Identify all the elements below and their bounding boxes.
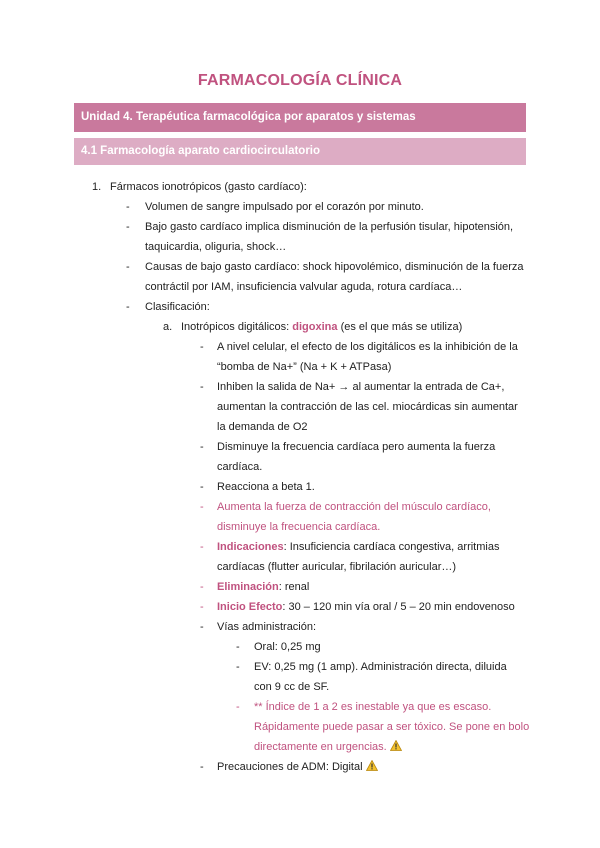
point-text: Vías administración:	[217, 621, 317, 633]
bullet-dash: -	[126, 301, 130, 313]
elimination-label: Eliminación	[217, 581, 279, 593]
bullet-dash: -	[236, 641, 240, 653]
bullet-text: taquicardia, oliguria, shock…	[145, 241, 287, 253]
bullet-dash: -	[126, 261, 130, 273]
unit-heading: Unidad 4. Terapéutica farmacológica por aparatos y sistemas	[74, 103, 526, 132]
bullet-dash: -	[200, 621, 204, 633]
onset-text: : 30 – 120 min vía oral / 5 – 20 min endovenoso	[282, 601, 515, 613]
point-text: aumentan la contracción de las cel. miocárdicas sin aumentar	[217, 401, 518, 413]
elimination-text: : renal	[278, 581, 310, 593]
route-note: ** Índice de 1 a 2 es inestable ya que es escaso.	[254, 701, 492, 713]
bullet-dash: -	[126, 201, 130, 213]
indications-label: Indicaciones	[217, 541, 284, 553]
indications-text: : Insuficiencia cardíaca congestiva, arritmias	[283, 541, 500, 553]
point-text: cardíaca.	[217, 461, 263, 473]
subsection-heading: 4.1 Farmacología aparato cardiocirculatorio	[74, 138, 526, 165]
bullet-dash: -	[200, 481, 204, 493]
point-text	[217, 577, 309, 597]
warning-icon	[390, 741, 402, 753]
route-text: Oral: 0,25 mg	[254, 641, 321, 653]
point-text: A nivel celular, el efecto de los digitálicos es la inhibición de la	[217, 341, 518, 353]
point-text: la demanda de O2	[217, 421, 308, 433]
point-text-highlighted: Aumenta la fuerza de contracción del músculo cardíaco,	[217, 501, 491, 513]
point-text: Inhiben la salida de Na+ → al aumentar la entrada de Ca+,	[217, 381, 505, 393]
bullet-text: Bajo gasto cardíaco implica disminución de la perfusión tisular, hipotensión,	[145, 221, 514, 233]
bullet-dash: -	[200, 441, 204, 453]
bullet-dash: -	[200, 541, 204, 553]
bullet-dash: -	[236, 701, 240, 713]
point-text: Disminuye la frecuencia cardíaca pero aumenta la fuerza	[217, 441, 496, 453]
bullet-text: contráctil por IAM, insuficiencia valvular aguda, rotura cardíaca…	[145, 281, 463, 293]
point-text-highlighted: disminuye la frecuencia cardíaca.	[217, 521, 381, 533]
highlight-term: digoxina	[292, 321, 338, 333]
bullet-text: Volumen de sangre impulsado por el corazón por minuto.	[145, 201, 424, 213]
bullet-text: Clasificación:	[145, 301, 210, 313]
subitem-suffix: (es el que más se utiliza)	[337, 321, 463, 333]
onset-label: Inicio Efecto	[217, 601, 283, 613]
point-text: “bomba de Na+” (Na + K + ATPasa)	[217, 361, 392, 373]
page-title: FARMACOLOGÍA CLÍNICA	[197, 72, 403, 89]
point-text	[217, 597, 515, 617]
list-letter: a.	[163, 321, 173, 333]
bullet-dash: -	[126, 221, 130, 233]
point-text	[217, 757, 378, 777]
route-text: EV: 0,25 mg (1 amp). Administración directa, diluida	[254, 661, 507, 673]
bullet-dash: -	[200, 601, 204, 613]
bullet-text: Causas de bajo gasto cardíaco: shock hipovolémico, disminución de la fuerza	[145, 261, 524, 273]
bullet-dash: -	[200, 501, 204, 513]
warning-icon	[366, 761, 378, 773]
point-text: Reacciona a beta 1.	[217, 481, 315, 493]
subitem-prefix: Inotrópicos digitálicos:	[181, 321, 293, 333]
list-item-heading: Fármacos ionotrópicos (gasto cardíaco):	[110, 181, 307, 193]
bullet-dash: -	[200, 381, 204, 393]
route-note: Rápidamente puede pasar a ser tóxico. Se pone en bolo	[254, 721, 530, 733]
route-text: con 9 cc de SF.	[254, 681, 330, 693]
route-note-text: directamente en urgencias.	[254, 741, 387, 753]
bullet-dash: -	[236, 661, 240, 673]
subitem-text	[181, 317, 462, 337]
point-text: cardíacas (flutter auricular, fibrilación auricular…)	[217, 561, 457, 573]
bullet-dash: -	[200, 761, 204, 773]
bullet-dash: -	[200, 581, 204, 593]
route-note	[254, 737, 402, 757]
bullet-dash: -	[200, 341, 204, 353]
list-number: 1.	[92, 181, 102, 193]
point-text	[217, 537, 499, 557]
precautions-text: Precauciones de ADM: Digital	[217, 761, 363, 773]
